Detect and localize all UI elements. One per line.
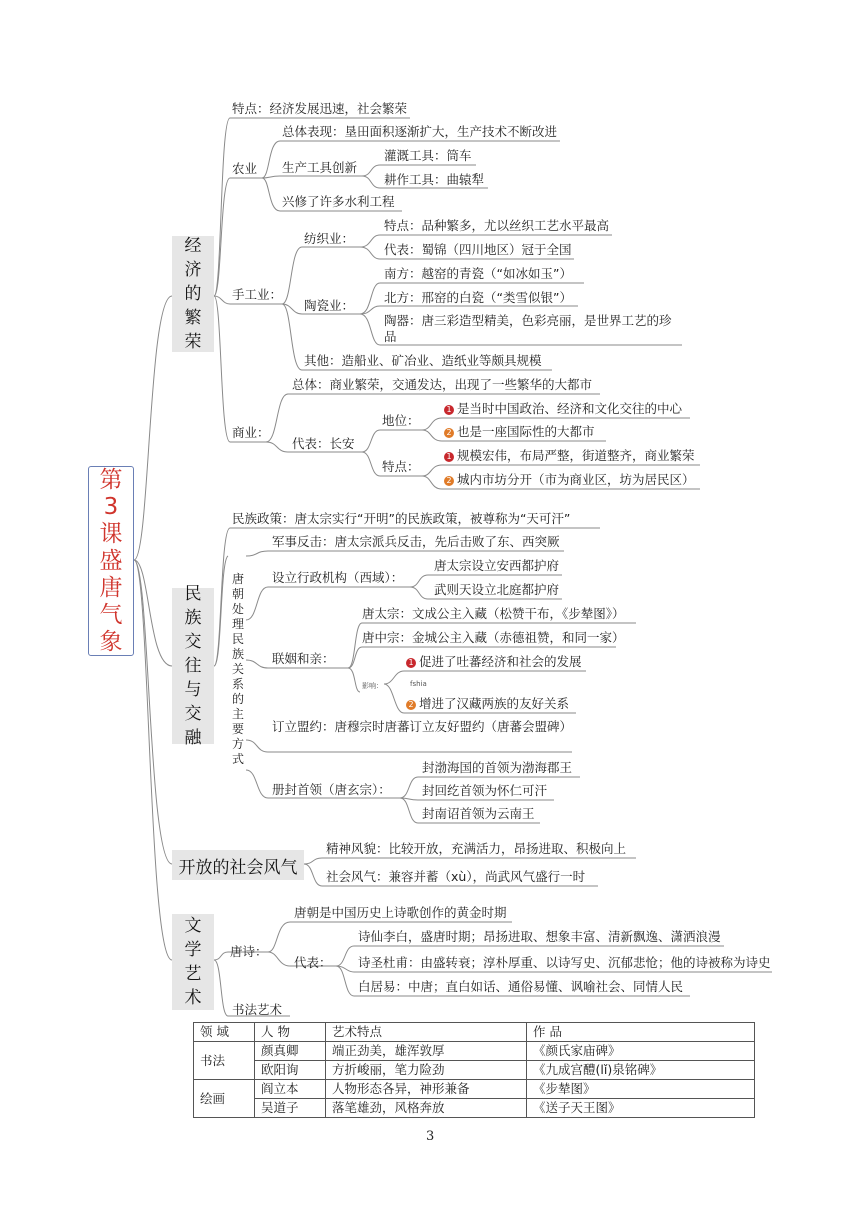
ethnic-admin-1: 唐太宗设立安西都护府 xyxy=(434,558,560,573)
table-cell: 颜真卿 xyxy=(255,1042,326,1061)
commerce-overall: 总体：商业繁荣，交通发达，出现了一些繁华的大都市 xyxy=(292,377,593,392)
craft-other: 其他：造船业、矿冶业、造纸业等颇具规模 xyxy=(304,353,542,368)
textile-feature: 特点：品种繁多，尤以丝织工艺水平最高 xyxy=(384,218,610,233)
ethnic-enfeoff-3: 封南诏首领为云南王 xyxy=(422,806,535,821)
ethnic-military: 军事反击：唐太宗派兵反击，先后击败了东、西突厥 xyxy=(272,534,560,549)
table-header: 艺术特点 xyxy=(326,1023,527,1042)
changan-feature-2: 2 城内市坊分开（市为商业区，坊为居民区） xyxy=(444,472,695,488)
agri-label: 农业 xyxy=(232,161,258,176)
agri-overall: 总体表现：垦田面积逐渐扩大，生产技术不断改进 xyxy=(282,124,558,139)
commerce-label: 商业： xyxy=(232,425,270,440)
ethnic-enfeoff: 册封首领（唐玄宗）： xyxy=(272,782,391,797)
table-cell: 落笔雄劲，风格奔放 xyxy=(326,1099,527,1118)
number-1-badge: 1 xyxy=(444,405,454,415)
ceramic-north: 北方：邢窑的白瓷（“类雪似银”） xyxy=(384,290,572,305)
table-field: 绘画 xyxy=(194,1080,255,1118)
lit-calligraphy: 书法艺术 xyxy=(232,1002,283,1017)
table-cell: 吴道子 xyxy=(255,1099,326,1118)
table-cell: 方折峻丽，笔力险劲 xyxy=(326,1061,527,1080)
ethnic-alliance: 订立盟约：唐穆宗时唐蕃订立友好盟约（唐蕃会盟碑） xyxy=(272,719,573,734)
agri-irrigation: 灌溉工具：筒车 xyxy=(384,148,472,163)
table-header: 人 物 xyxy=(255,1023,326,1042)
branch-open-title: 开放的社会风气 xyxy=(178,857,298,878)
changan-status-2: 2 也是一座国际性的大都市 xyxy=(444,424,595,440)
influence-label: 影响： xyxy=(362,682,383,690)
table-row xyxy=(194,1099,755,1118)
craft-label: 手工业： xyxy=(232,287,283,302)
commerce-rep: 代表：长安 xyxy=(292,436,355,451)
table-header-row xyxy=(194,1023,755,1042)
ethnic-side-label: 唐朝处理民族关系的主要方式 xyxy=(231,572,244,766)
branch-literature-title: 文学艺术 xyxy=(184,916,202,1008)
lit-poetry: 唐诗： xyxy=(230,944,268,959)
ceramic-south: 南方：越窑的青瓷（“如冰如玉”） xyxy=(384,266,572,281)
lit-du: 诗圣杜甫：由盛转衰；淳朴厚重、以诗写史、沉郁悲怆；他的诗被称为诗史 xyxy=(358,955,771,970)
table-cell: 《送子天王图》 xyxy=(527,1099,755,1118)
econ-feature: 特点：经济发展迅速，社会繁荣 xyxy=(232,101,408,116)
agri-tools: 生产工具创新 xyxy=(282,160,358,175)
agri-plough: 耕作工具：曲辕犁 xyxy=(384,172,485,187)
agri-water: 兴修了许多水利工程 xyxy=(282,194,395,209)
craft-textile: 纺织业： xyxy=(304,231,355,246)
textile-rep: 代表：蜀锦（四川地区）冠于全国 xyxy=(384,242,572,257)
table-cell: 端正劲美，雄浑敦厚 xyxy=(326,1042,527,1061)
ethnic-effect-1: 1 促进了吐蕃经济和社会的发展 xyxy=(406,654,582,670)
branch-economy-title: 经济的繁荣 xyxy=(184,236,202,352)
ethnic-marriage: 联姻和亲： xyxy=(272,651,335,666)
table-row xyxy=(194,1061,755,1080)
page-number: 3 xyxy=(426,1129,435,1144)
changan-status-1: 1 是当时中国政治、经济和文化交往的中心 xyxy=(444,401,682,417)
branch-economy xyxy=(172,236,214,352)
arts-table xyxy=(193,1022,755,1118)
table-field: 书法 xyxy=(194,1042,255,1080)
table-header: 作 品 xyxy=(527,1023,755,1042)
changan-feature: 特点： xyxy=(382,459,420,474)
branch-ethnic xyxy=(172,584,214,748)
ethnic-policy: 民族政策：唐太宗实行“开明”的民族政策，被尊称为“天可汗” xyxy=(232,511,571,526)
branch-open-society xyxy=(172,850,304,880)
ethnic-marriage-1: 唐太宗：文成公主入藏（松赞干布，《步辇图》） xyxy=(362,606,625,621)
ethnic-effect-2: 2 增进了汉藏两族的友好关系 xyxy=(406,696,569,712)
ceramic-ware: 陶器：唐三彩造型精美，色彩亮丽，是世界工艺的珍品 xyxy=(384,313,672,344)
lit-golden: 唐朝是中国历史上诗歌创作的黄金时期 xyxy=(294,905,507,920)
table-cell: 人物形态各异，神形兼备 xyxy=(326,1080,527,1099)
branch-literature xyxy=(172,914,214,1010)
root-title: 第3课盛唐气象 xyxy=(99,466,123,655)
number-2-badge: 2 xyxy=(444,428,454,438)
craft-ceramic: 陶瓷业： xyxy=(304,298,355,313)
table-cell: 《步辇图》 xyxy=(527,1080,755,1099)
number-2-badge: 2 xyxy=(406,700,416,710)
table-cell: 欧阳询 xyxy=(255,1061,326,1080)
number-1-badge: 1 xyxy=(406,658,416,668)
table-header: 领 域 xyxy=(194,1023,255,1042)
fshia-note: fshia xyxy=(410,680,427,688)
lit-bai: 白居易：中唐；直白如话、通俗易懂、讽喻社会、同情人民 xyxy=(358,979,684,994)
branch-ethnic-title: 民族交往与交融 xyxy=(184,584,202,748)
open-custom: 社会风气：兼容并蓄（xù），尚武风气盛行一时 xyxy=(326,869,586,884)
lit-li: 诗仙李白，盛唐时期；昂扬进取、想象丰富、清新飘逸、潇洒浪漫 xyxy=(358,929,721,944)
table-cell: 阎立本 xyxy=(255,1080,326,1099)
open-spirit: 精神风貌：比较开放，充满活力，昂扬进取、积极向上 xyxy=(326,841,627,856)
table-cell: 《颜氏家庙碑》 xyxy=(527,1042,755,1061)
changan-feature-1: 1 规模宏伟，布局严整，街道整齐，商业繁荣 xyxy=(444,448,695,464)
changan-status: 地位： xyxy=(382,413,420,428)
table-row xyxy=(194,1042,755,1061)
ethnic-enfeoff-1: 封渤海国的首领为渤海郡王 xyxy=(422,760,573,775)
number-2-badge: 2 xyxy=(444,476,454,486)
ethnic-admin-2: 武则天设立北庭都护府 xyxy=(434,582,560,597)
ethnic-enfeoff-2: 封回纥首领为怀仁可汗 xyxy=(422,783,548,798)
ethnic-admin: 设立行政机构（西域）： xyxy=(272,570,404,585)
root-topic xyxy=(88,466,134,656)
table-row xyxy=(194,1080,755,1099)
lit-rep: 代表： xyxy=(294,955,332,970)
number-1-badge: 1 xyxy=(444,452,454,462)
table-cell: 《九成宫醴(lǐ)泉铭碑》 xyxy=(527,1061,755,1080)
ethnic-marriage-2: 唐中宗：金城公主入藏（赤德祖赞，和同一家） xyxy=(362,630,625,645)
